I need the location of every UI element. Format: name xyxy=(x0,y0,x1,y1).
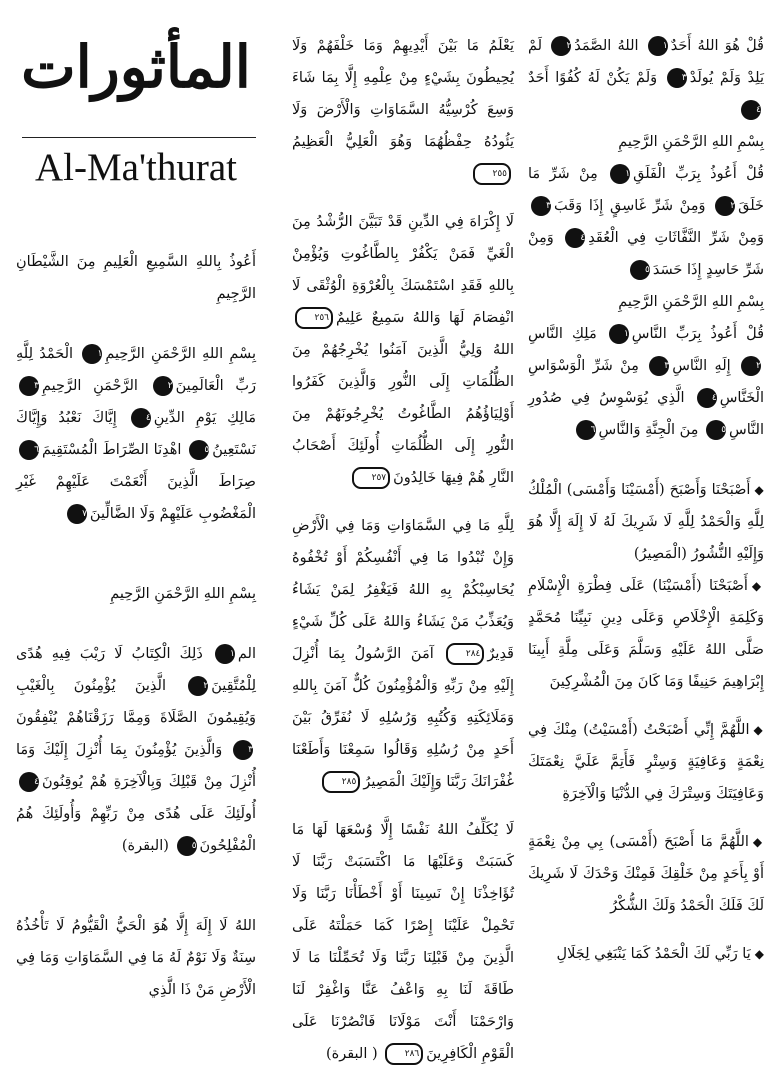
ayah-marker: ٤ xyxy=(741,100,761,120)
ayah-marker: ٢٨٤ xyxy=(446,643,484,665)
ayah-marker: ٢ xyxy=(715,196,735,216)
ayah-marker: ٦ xyxy=(576,420,596,440)
ayah-marker: ٥ xyxy=(177,836,197,856)
basmala: بِسْمِ اللهِ الرَّحْمَنِ الرَّحِيمِ xyxy=(618,294,764,310)
dua-item: ◆اللَّهُمَّ إِنِّي أَصْبَحْتُ (أَمْسَيْتُ) مِنْكَ فِي نِعْمَةٍ وَعَافِيَةٍ وَسِتْرٍ فَأَتِمَّ عَلَيَّ نِعْمَتَكَ وَعَافِيَتَكَ وَسِتْرَكَ فِي الدُّنْيَا وَالْآخِرَةِ xyxy=(528,722,764,802)
ayat-kursi-continued: يَعْلَمُ مَا بَيْنَ أَيْدِيهِمْ وَمَا خَلْفَهُمْ وَلَا يُحِيطُونَ بِشَيْءٍ مِنْ عِلْمِهِ إِلَّا بِمَا شَاءَ وَسِعَ كُرْسِيُّهُ السَّمَاوَاتِ وَالْأَرْضَ وَلَا يَئُودُهُ حِفْظُهُمَا وَهُوَ الْعَلِيُّ الْعَظِيمُ٢٥٥ xyxy=(292,30,514,190)
ayah-marker: ٢ xyxy=(551,36,571,56)
ayah-marker: ٢٥٥ xyxy=(473,163,511,185)
ayah-marker: ٣ xyxy=(233,740,253,760)
ayah-marker: ٤ xyxy=(697,388,717,408)
source-label: ( البقرة) xyxy=(325,1046,378,1062)
basmala: بِسْمِ اللهِ الرَّحْمَنِ الرَّحِيمِ xyxy=(618,134,764,150)
ayah-marker: ٥ xyxy=(706,420,726,440)
istiadha: أَعُوذُ بِاللهِ السَّمِيعِ الْعَلِيمِ مِنَ الشَّيْطَانِ الرَّجِيمِ xyxy=(16,254,256,302)
middle-column xyxy=(292,0,514,1062)
ayah-marker: ١ xyxy=(609,324,629,344)
surah-baqara-opening: الم١ ذَلِكَ الْكِتَابُ لَا رَيْبَ فِيهِ هُدًى لِلْمُتَّقِينَ٢ الَّذِينَ يُؤْمِنُونَ بِالْغَيْبِ وَيُقِيمُونَ الصَّلَاةَ وَمِمَّا رَزَقْنَاهُمْ يُنْفِقُونَ٣ وَالَّذِينَ يُؤْمِنُونَ بِمَا أُنْزِلَ إِلَيْكَ وَمَا أُنْزِلَ مِنْ قَبْلِكَ وَبِالْآخِرَةِ هُمْ يُوقِنُونَ٤ أُولَئِكَ عَلَى هُدًى مِنْ رَبِّهِمْ وَأُولَئِكَ هُمُ الْمُفْلِحُونَ٥ (البقرة) xyxy=(16,646,256,854)
ayat-kursi-start: اللهُ لَا إِلَهَ إِلَّا هُوَ الْحَيُّ الْقَيُّومُ لَا تَأْخُذُهُ سِنَةٌ وَلَا نَوْمٌ لَهُ مَا فِي السَّمَاوَاتِ وَمَا فِي الْأَرْضِ مَنْ ذَا الَّذِي xyxy=(16,918,256,998)
surah-ikhlas: قُلْ هُوَ اللهُ أَحَدٌ١ اللهُ الصَّمَدُ٢ لَمْ يَلِدْ وَلَمْ يُولَدْ٣ وَلَمْ يَكُنْ لَهُ كُفُوًا أَحَدٌ٤ xyxy=(528,30,764,126)
verse-256: لَا إِكْرَاهَ فِي الدِّينِ قَدْ تَبَيَّنَ الرُّشْدُ مِنَ الْغَيِّ فَمَنْ يَكْفُرْ بِالطَّاغُوتِ وَيُؤْمِنْ بِاللهِ فَقَدِ اسْتَمْسَكَ بِالْعُرْوَةِ الْوُثْقَى لَا انْفِصَامَ لَهَا وَاللهُ سَمِيعٌ عَلِيمٌ٢٥٦ اللهُ وَلِيُّ الَّذِينَ آمَنُوا يُخْرِجُهُمْ مِنَ الظُّلُمَاتِ إِلَى النُّورِ وَالَّذِينَ كَفَرُوا أَوْلِيَاؤُهُمُ الطَّاغُوتُ يُخْرِجُونَهُمْ مِنَ النُّورِ إِلَى الظُّلُمَاتِ أُولَئِكَ أَصْحَابُ النَّارِ هُمْ فِيهَا خَالِدُونَ٢٥٧ xyxy=(292,206,514,494)
dua-item: ◆يَا رَبِّي لَكَ الْحَمْدُ كَمَا يَنْبَغِي لِجَلَالِ xyxy=(556,946,764,962)
ayah-marker: ٣ xyxy=(19,376,39,396)
left-column xyxy=(16,0,256,1024)
ayah-marker: ٢ xyxy=(188,676,208,696)
surah-nas: قُلْ أَعُوذُ بِرَبِّ النَّاسِ١ مَلِكِ النَّاسِ٢ إِلَهِ النَّاسِ٣ مِنْ شَرِّ الْوَسْوَاسِ الْخَنَّاسِ٤ الَّذِي يُوَسْوِسُ فِي صُدُورِ النَّاسِ٥ مِنَ الْجِنَّةِ وَالنَّاسِ٦ xyxy=(528,326,765,438)
ayah-marker: ٤ xyxy=(19,772,39,792)
ayah-marker: ٣ xyxy=(667,68,687,88)
surah-falaq: قُلْ أَعُوذُ بِرَبِّ الْفَلَقِ١ مِنْ شَرِّ مَا خَلَقَ٢ وَمِنْ شَرِّ غَاسِقٍ إِذَا وَقَبَ٣ وَمِنْ شَرِّ النَّفَّاثَاتِ فِي الْعُقَدِ٤ وَمِنْ شَرِّ حَاسِدٍ إِذَا حَسَدَ٥ xyxy=(528,166,765,278)
ayah-marker: ٤ xyxy=(131,408,151,428)
verse-284: لِلَّهِ مَا فِي السَّمَاوَاتِ وَمَا فِي الْأَرْضِ وَإِنْ تُبْدُوا مَا فِي أَنْفُسِكُمْ أَوْ تُخْفُوهُ يُحَاسِبْكُمْ بِهِ اللهُ فَيَغْفِرُ لِمَنْ يَشَاءُ وَيُعَذِّبُ مَنْ يَشَاءُ وَاللهُ عَلَى كُلِّ شَيْءٍ قَدِيرٌ٢٨٤ آمَنَ الرَّسُولُ بِمَا أُنْزِلَ إِلَيْهِ مِنْ رَبِّهِ وَالْمُؤْمِنُونَ كُلٌّ آمَنَ بِاللهِ وَمَلَائِكَتِهِ وَكُتُبِهِ وَرُسُلِهِ لَا نُفَرِّقُ بَيْنَ أَحَدٍ مِنْ رُسُلِهِ وَقَالُوا سَمِعْنَا وَأَطَعْنَا غُفْرَانَكَ رَبَّنَا وَإِلَيْكَ الْمَصِيرُ٢٨٥ xyxy=(292,510,514,798)
ayah-marker: ٢٥٦ xyxy=(295,307,333,329)
dua-item: ◆أَصْبَحْنَا (أَمْسَيْنَا) عَلَى فِطْرَةِ الْإِسْلَامِ وَكَلِمَةِ الْإِخْلَاصِ وَعَلَى دِينِ نَبِيِّنَا مُحَمَّدٍ صَلَّى اللهُ عَلَيْهِ وَسَلَّمَ وَعَلَى مِلَّةِ أَبِينَا إِبْرَاهِيمَ حَنِيفًا وَمَا كَانَ مِنَ الْمُشْرِكِينَ xyxy=(528,578,764,690)
diamond-bullet-icon: ◆ xyxy=(751,579,764,593)
dua-item: ◆اللَّهُمَّ مَا أَصْبَحَ (أَمْسَى) بِي مِنْ نِعْمَةٍ أَوْ بِأَحَدٍ مِنْ خَلْقِكَ فَمِنْكَ وَحْدَكَ لَا شَرِيكَ لَكَ فَلَكَ الْحَمْدُ وَلَكَ الشُّكْرُ xyxy=(528,834,764,914)
title-block xyxy=(16,0,256,210)
diamond-bullet-icon: ◆ xyxy=(752,835,764,849)
title-divider xyxy=(22,137,256,138)
ayah-marker: ٣ xyxy=(649,356,669,376)
ayah-marker: ٥ xyxy=(189,440,209,460)
ayah-marker: ١ xyxy=(82,344,102,364)
ayah-marker: ١ xyxy=(648,36,668,56)
ayah-marker: ٦ xyxy=(19,440,39,460)
source-label: (البقرة) xyxy=(121,838,169,854)
diamond-bullet-icon: ◆ xyxy=(754,483,764,497)
ayah-marker: ١ xyxy=(610,164,630,184)
title-arabic: المأثورات xyxy=(21,33,251,101)
ayah-marker: ٣ xyxy=(531,196,551,216)
diamond-bullet-icon: ◆ xyxy=(754,947,764,961)
ayah-marker: ٢٨٦ xyxy=(385,1043,423,1065)
ayah-marker: ٧ xyxy=(67,504,87,524)
ayah-marker: ٥ xyxy=(630,260,650,280)
verse-286: لَا يُكَلِّفُ اللهُ نَفْسًا إِلَّا وُسْعَهَا لَهَا مَا كَسَبَتْ وَعَلَيْهَا مَا اكْتَسَبَتْ رَبَّنَا لَا تُؤَاخِذْنَا إِنْ نَسِينَا أَوْ أَخْطَأْنَا رَبَّنَا وَلَا تَحْمِلْ عَلَيْنَا إِصْرًا كَمَا حَمَلْتَهُ عَلَى الَّذِينَ مِنْ قَبْلِنَا رَبَّنَا وَلَا تُحَمِّلْنَا مَا لَا طَاقَةَ لَنَا بِهِ وَاعْفُ عَنَّا وَاغْفِرْ لَنَا وَارْحَمْنَا أَنْتَ مَوْلَانَا فَانْصُرْنَا عَلَى الْقَوْمِ الْكَافِرِينَ٢٨٦ ( البقرة) xyxy=(292,814,514,1070)
dua-item: ◆أَصْبَحْنَا وَأَصْبَحَ (أَمْسَيْنَا وَأَمْسَى) الْمُلْكُ لِلَّهِ وَالْحَمْدُ لِلَّهِ لَا شَرِيكَ لَهُ لَا إِلَهَ إِلَّا هُوَ وَإِلَيْهِ النُّشُورُ (الْمَصِيرُ) xyxy=(528,482,764,562)
ayah-marker: ١ xyxy=(215,644,235,664)
basmala: بِسْمِ اللهِ الرَّحْمَنِ الرَّحِيمِ xyxy=(110,586,256,602)
diamond-bullet-icon: ◆ xyxy=(753,723,764,737)
ayah-marker: ٢ xyxy=(153,376,173,396)
ayah-marker: ٤ xyxy=(565,228,585,248)
ayah-marker: ٢٥٧ xyxy=(352,467,390,489)
right-column xyxy=(528,0,764,1024)
surah-fatiha: بِسْمِ اللهِ الرَّحْمَنِ الرَّحِيمِ١ الْحَمْدُ لِلَّهِ رَبِّ الْعَالَمِينَ٢ الرَّحْمَنِ الرَّحِيمِ٣ مَالِكِ يَوْمِ الدِّينِ٤ إِيَّاكَ نَعْبُدُ وَإِيَّاكَ نَسْتَعِينُ٥ اهْدِنَا الصِّرَاطَ الْمُسْتَقِيمَ٦ صِرَاطَ الَّذِينَ أَنْعَمْتَ عَلَيْهِمْ غَيْرِ الْمَغْضُوبِ عَلَيْهِمْ وَلَا الضَّالِّينَ٧ xyxy=(16,346,257,522)
ayah-marker: ٢٨٥ xyxy=(322,771,360,793)
ayah-marker: ٢ xyxy=(741,356,761,376)
title-latin: Al-Ma'thurat xyxy=(35,146,237,189)
